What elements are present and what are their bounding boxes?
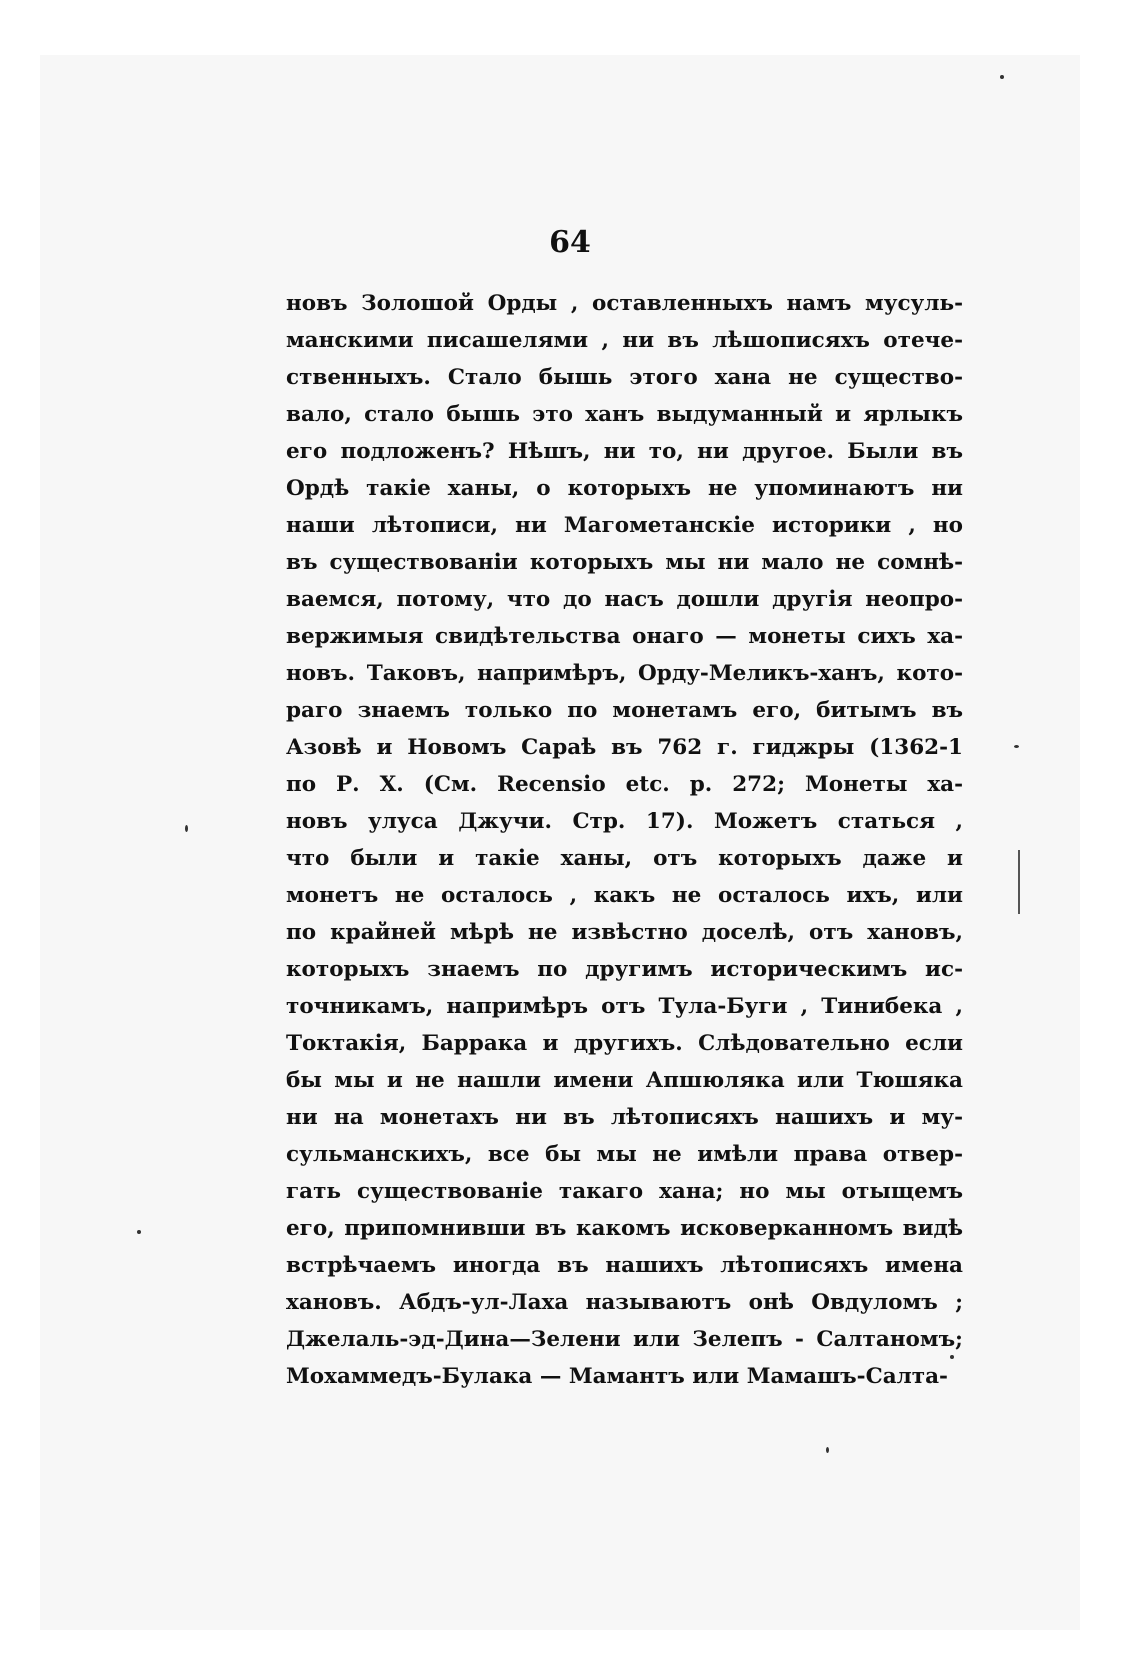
text-line: гать существованіе такаго хана; но мы отыщемъ <box>286 1179 963 1204</box>
scan-speck <box>185 825 188 832</box>
text-line: что были и такіе ханы, отъ которыхъ даже и <box>286 846 963 871</box>
text-line: бы мы и не нашли имени Апшюляка или Тюшяка <box>286 1068 963 1093</box>
scan-speck <box>1000 75 1004 79</box>
text-line: новъ. Таковъ, напримѣръ, Орду-Меликъ-ханъ, кото- <box>286 661 963 686</box>
text-line: которыхъ знаемъ по другимъ историческимъ ис- <box>286 957 963 982</box>
text-line: точникамъ, напримѣръ отъ Тула-Буги , Тинибека , <box>286 994 963 1019</box>
text-line: Ордѣ такіе ханы, о которыхъ не упоминаютъ ни <box>286 476 963 501</box>
text-line: по Р. Х. (См. Recensio etc. p. 272; Монеты ха- <box>286 772 963 797</box>
scan-speck <box>1014 745 1019 748</box>
text-line: ни на монетахъ ни въ лѣтописяхъ нашихъ и му- <box>286 1105 963 1130</box>
body-text <box>286 285 963 1395</box>
text-line: Азовѣ и Новомъ Сараѣ въ 762 г. гиджры (1362-1 <box>286 735 963 760</box>
text-line: новъ улуса Джучи. Стр. 17). Можетъ статься , <box>286 809 963 834</box>
scan-speck <box>826 1447 829 1453</box>
text-line: въ существованіи которыхъ мы ни мало не сомнѣ- <box>286 550 963 575</box>
text-line: манскими писашелями , ни въ лѣшописяхъ отече- <box>286 328 963 353</box>
page-number: 64 <box>549 225 591 260</box>
scan-speck <box>950 1355 954 1359</box>
text-line: сульманскихъ, все бы мы не имѣли права отвер- <box>286 1142 963 1167</box>
text-line: вало, стало бышь это ханъ выдуманный и ярлыкъ <box>286 402 963 427</box>
text-line: Токтакія, Баррака и другихъ. Слѣдовательно если <box>286 1031 963 1056</box>
text-line: ственныхъ. Стало бышь этого хана не существо- <box>286 365 963 390</box>
text-line: хановъ. Абдъ-ул-Лаха называютъ онѣ Овдуломъ ; <box>286 1290 963 1315</box>
text-line: новъ Золошой Орды , оставленныхъ намъ мусуль- <box>286 291 963 316</box>
text-line: Мохаммедъ-Булака — Мамантъ или Мамашъ-Салта- <box>286 1364 948 1389</box>
scan-margin-mark <box>1018 850 1020 914</box>
text-line: Джелаль-эд-Дина—Зелени или Зелепъ - Салтаномъ; <box>286 1327 963 1352</box>
text-line: монетъ не осталось , какъ не осталось ихъ, или <box>286 883 963 908</box>
text-line: его, припомнивши въ какомъ исковерканномъ видѣ <box>286 1216 963 1241</box>
text-line: по крайней мѣрѣ не извѣстно доселѣ, отъ хановъ, <box>286 920 963 945</box>
text-line: вержимыя свидѣтельства онаго — монеты сихъ ха- <box>286 624 963 649</box>
text-line: ваемся, потому, что до насъ дошли другія неопро- <box>286 587 963 612</box>
text-line: раго знаемъ только по монетамъ его, битымъ въ <box>286 698 963 723</box>
text-line: встрѣчаемъ иногда въ нашихъ лѣтописяхъ имена <box>286 1253 963 1278</box>
text-line: наши лѣтописи, ни Магометанскіе историки , но <box>286 513 963 538</box>
scan-speck <box>137 1230 141 1234</box>
text-line: его подложенъ? Нѣшъ, ни то, ни другое. Были въ <box>286 439 963 464</box>
